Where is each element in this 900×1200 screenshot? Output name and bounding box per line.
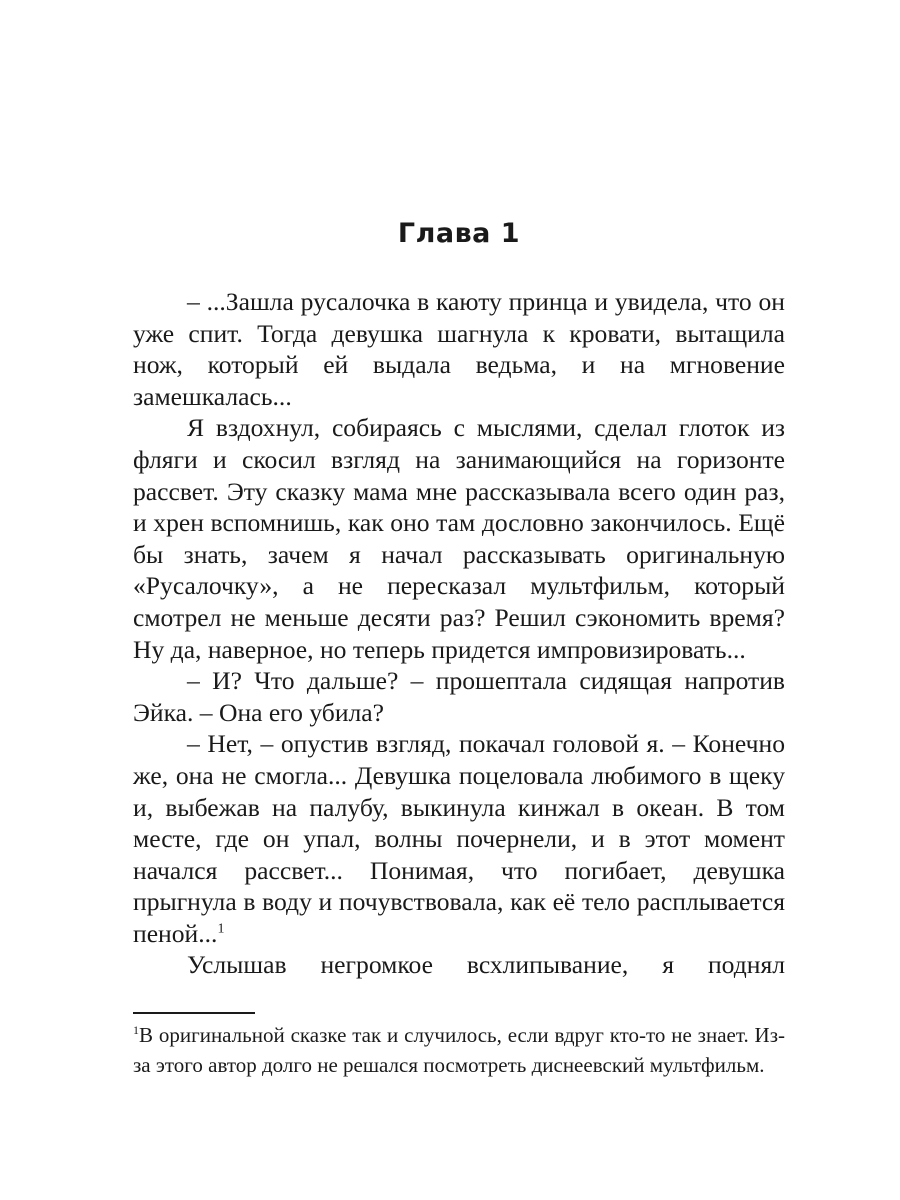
paragraph-text: Услышав негромкое всхлипывание, я поднял bbox=[187, 950, 785, 980]
paragraph-text: – Нет, – опустив взгляд, покачал головой я. – Конечно же, она не смогла... Девушка поцеловала любимого в щеку и, выбежав на палубу, выкинула кинжал в океан. В том месте, где он упал, волны почернели, и в этот момент начался рассвет... Понимая, что погибает, девушка прыгнула в воду и почувствовала, как её тело расплывается пеной... bbox=[133, 729, 785, 948]
paragraph-text: Я вздохнул, собираясь с мыслями, сделал глоток из фляги и скосил взгляд на занимающийся на горизонте рассвет. Эту сказку мама мне рассказывала всего один раз, и хрен вспомнишь, как оно там дословно закончилось. Ещё бы знать, зачем я начал рассказывать оригинальную «Русалочку», а не пересказал мультфильм, который смотрел не меньше десяти раз? Решил сэкономить время? Ну да, наверное, но теперь придется импровизировать... bbox=[133, 413, 785, 664]
paragraph bbox=[133, 949, 785, 981]
paragraph bbox=[133, 286, 785, 412]
footnote-marker: 1 bbox=[133, 1023, 139, 1037]
footnote-divider bbox=[133, 1012, 255, 1014]
paragraph-text: – И? Что дальше? – прошептала сидящая напротив Эйка. – Она его убила? bbox=[133, 666, 785, 727]
chapter-title: Глава 1 bbox=[397, 218, 521, 249]
footnote-text: В оригинальной сказке так и случилось, если вдруг кто-то не знает. Из-за этого автор долго не решался посмотреть диснеевский мультфильм. bbox=[133, 1023, 785, 1077]
chapter-body bbox=[133, 286, 785, 981]
paragraph-text: – ...Зашла русалочка в каюту принца и увидела, что он уже спит. Тогда девушка шагнула к кровати, вытащила нож, который ей выдала ведьма, и на мгновение замешкалась... bbox=[133, 287, 785, 411]
paragraph bbox=[133, 665, 785, 728]
paragraph bbox=[133, 412, 785, 665]
book-page bbox=[133, 0, 785, 1200]
footnote-reference[interactable]: 1 bbox=[217, 921, 225, 937]
footnote bbox=[133, 1020, 785, 1080]
paragraph bbox=[133, 728, 785, 949]
